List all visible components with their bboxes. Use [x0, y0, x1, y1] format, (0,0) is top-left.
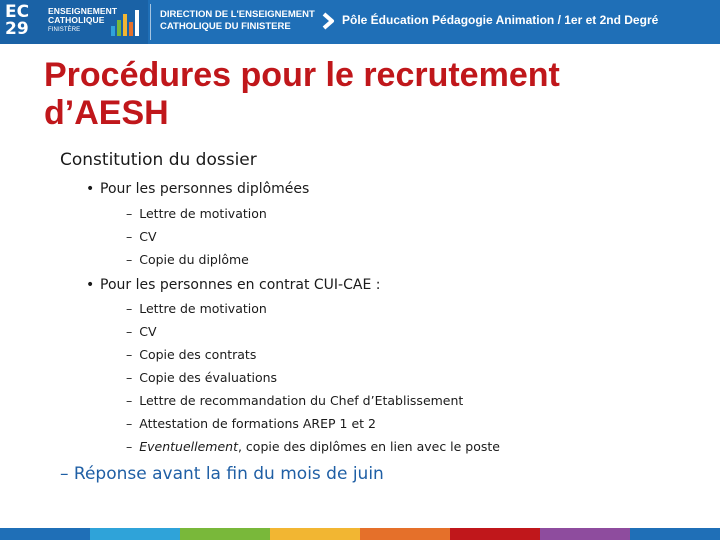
- list-item-text: Lettre de recommandation du Chef d’Etablissement: [139, 393, 464, 408]
- dash-icon: –: [126, 439, 133, 454]
- strip-segment: [630, 528, 720, 540]
- list-item-text: Copie du diplôme: [139, 252, 249, 267]
- list-item: [126, 324, 157, 339]
- list-item-text: CV: [139, 324, 157, 339]
- logo-number-text: 29: [5, 19, 29, 39]
- group-heading-text: Pour les personnes diplômées: [100, 181, 310, 197]
- dash-icon: –: [126, 393, 133, 408]
- strip-segment: [0, 528, 90, 540]
- header-divider: [150, 4, 151, 40]
- list-item-text: CV: [139, 229, 157, 244]
- logo-line-2: CATHOLIQUE: [48, 15, 105, 25]
- strip-segment: [270, 528, 360, 540]
- strip-segment: [90, 528, 180, 540]
- logo-wordmark: [48, 7, 117, 35]
- header-band: [0, 0, 720, 44]
- list-item: [126, 347, 256, 362]
- strip-segment: [180, 528, 270, 540]
- logo-monogram: [5, 4, 45, 38]
- list-item: [126, 416, 376, 431]
- list-item-text: Attestation de formations AREP 1 et 2: [139, 416, 376, 431]
- direction-line-2: CATHOLIQUE DU FINISTERE: [160, 21, 291, 32]
- list-item-text: Copie des contrats: [139, 347, 257, 362]
- list-item: [126, 206, 267, 221]
- dash-icon: –: [126, 370, 133, 385]
- logo-ec-text: EC: [5, 2, 30, 22]
- dash-icon: –: [126, 324, 133, 339]
- group-heading: [86, 277, 380, 293]
- direction-line-1: DIRECTION DE L'ENSEIGNEMENT: [160, 9, 315, 20]
- bullet-icon: •: [86, 181, 95, 197]
- list-item: [126, 370, 277, 385]
- deadline-note: – Réponse avant la fin du mois de juin: [60, 464, 384, 484]
- list-item-emphasis: Eventuellement: [139, 439, 238, 454]
- strip-segment: [360, 528, 450, 540]
- list-item: [126, 439, 500, 454]
- dash-icon: –: [126, 301, 133, 316]
- section-heading: Constitution du dossier: [60, 150, 257, 170]
- bullet-icon: •: [86, 277, 95, 293]
- group-heading: [86, 181, 309, 197]
- strip-segment: [540, 528, 630, 540]
- list-item-text: Lettre de motivation: [139, 301, 267, 316]
- dash-icon: –: [126, 252, 133, 267]
- direction-label: [160, 9, 315, 33]
- list-item: [126, 301, 267, 316]
- dash-icon: –: [126, 229, 133, 244]
- list-item-text: , copie des diplômes en lien avec le poste: [237, 439, 500, 454]
- strip-segment: [450, 528, 540, 540]
- pole-label: Pôle Éducation Pédagogie Animation / 1er et 2nd Degré: [342, 13, 659, 27]
- group-heading-text: Pour les personnes en contrat CUI-CAE :: [100, 277, 381, 293]
- title-line-2: d’AESH: [44, 94, 169, 132]
- logo: [0, 0, 148, 44]
- dash-icon: –: [126, 416, 133, 431]
- list-item: [126, 393, 463, 408]
- list-item-text: Lettre de motivation: [139, 206, 267, 221]
- logo-line-1: ENSEIGNEMENT: [48, 6, 118, 16]
- logo-line-3: FINISTÈRE: [48, 27, 81, 33]
- dash-icon: –: [126, 347, 133, 362]
- page-title: [44, 56, 684, 132]
- arrow-right-icon: [322, 12, 336, 30]
- dash-icon: –: [126, 206, 133, 221]
- list-item: [126, 229, 157, 244]
- title-line-1: Procédures pour le recrutement: [44, 56, 560, 94]
- list-item-text: Copie des évaluations: [139, 370, 278, 385]
- list-item: [126, 252, 249, 267]
- logo-bars-icon: [111, 10, 139, 36]
- footer-color-strip: [0, 528, 720, 540]
